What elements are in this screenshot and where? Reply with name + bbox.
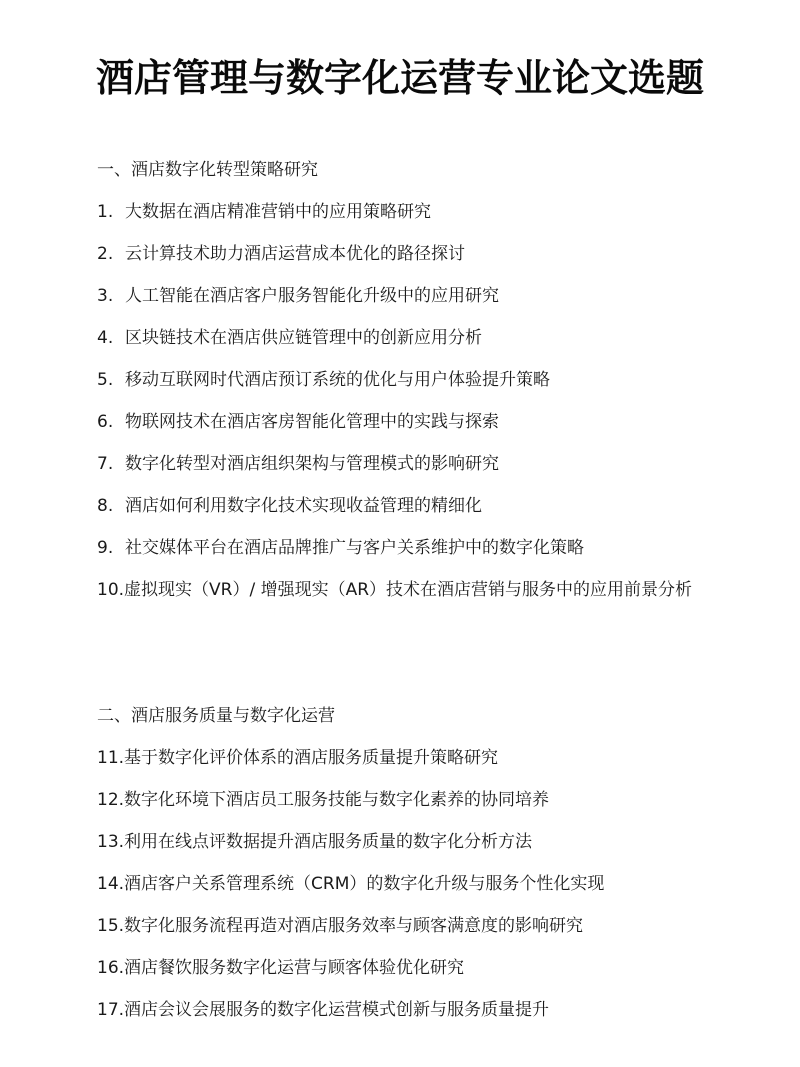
item-number: 4.	[97, 328, 114, 348]
item-text: 大数据在酒店精准营销中的应用策略研究	[125, 202, 431, 222]
list-item	[97, 874, 737, 894]
item-number: 3.	[97, 286, 114, 306]
item-text: 酒店餐饮服务数字化运营与顾客体验优化研究	[124, 958, 465, 978]
item-text: 数字化转型对酒店组织架构与管理模式的影响研究	[125, 454, 499, 474]
item-number: 11.	[97, 748, 125, 768]
item-number: 17.	[97, 1000, 125, 1020]
page-title: 酒店管理与数字化运营专业论文选题	[95, 55, 704, 100]
item-number: 5.	[97, 370, 114, 390]
item-text: 利用在线点评数据提升酒店服务质量的数字化分析方法	[124, 832, 533, 852]
item-text: 酒店如何利用数字化技术实现收益管理的精细化	[125, 496, 482, 516]
item-number: 13.	[97, 832, 125, 852]
list-item	[97, 370, 737, 390]
list-item	[97, 538, 737, 558]
item-text: 云计算技术助力酒店运营成本优化的路径探讨	[125, 244, 465, 264]
item-number: 12.	[97, 790, 125, 810]
item-text: 数字化服务流程再造对酒店服务效率与顾客满意度的影响研究	[124, 916, 584, 936]
item-text: 数字化环境下酒店员工服务技能与数字化素养的协同培养	[124, 790, 550, 810]
list-item	[97, 832, 737, 852]
item-number: 16.	[97, 958, 125, 978]
list-item	[97, 790, 737, 810]
item-number: 15.	[97, 916, 125, 936]
list-item	[97, 958, 737, 978]
item-text: 基于数字化评价体系的酒店服务质量提升策略研究	[124, 748, 499, 768]
section-service-quality	[97, 706, 737, 1042]
item-text: 酒店会议会展服务的数字化运营模式创新与服务质量提升	[124, 1000, 550, 1020]
list-item	[97, 412, 737, 432]
item-number: 2.	[97, 244, 114, 264]
item-text: 区块链技术在酒店供应链管理中的创新应用分析	[125, 328, 482, 348]
section-heading: 二、酒店服务质量与数字化运营	[97, 706, 335, 726]
item-number: 1.	[97, 202, 114, 222]
section-heading: 一、酒店数字化转型策略研究	[97, 160, 318, 180]
list-item	[97, 328, 737, 348]
item-number: 9.	[97, 538, 114, 558]
list-item	[97, 244, 737, 264]
list-item	[97, 454, 737, 474]
list-item	[97, 748, 737, 768]
list-item	[97, 916, 737, 936]
item-number: 14.	[97, 874, 125, 894]
list-item	[97, 1000, 737, 1020]
item-text: 酒店客户关系管理系统（CRM）的数字化升级与服务个性化实现	[124, 874, 605, 894]
section-digital-transformation	[97, 160, 737, 633]
item-number: 7.	[97, 454, 114, 474]
item-text: 物联网技术在酒店客房智能化管理中的实践与探索	[125, 412, 499, 432]
item-text: 移动互联网时代酒店预订系统的优化与用户体验提升策略	[125, 370, 550, 390]
item-number: 8.	[97, 496, 114, 516]
item-number: 10.	[97, 580, 125, 600]
item-text: 社交媒体平台在酒店品牌推广与客户关系维护中的数字化策略	[125, 538, 584, 558]
item-number: 6.	[97, 412, 114, 432]
list-item	[97, 286, 737, 306]
item-text: 人工智能在酒店客户服务智能化升级中的应用研究	[125, 286, 499, 306]
list-item	[97, 580, 737, 611]
list-item	[97, 496, 737, 516]
list-item	[97, 202, 737, 222]
item-text: 虚拟现实（VR）/ 增强现实（AR）技术在酒店营销与服务中的应用前景分析	[124, 580, 693, 600]
